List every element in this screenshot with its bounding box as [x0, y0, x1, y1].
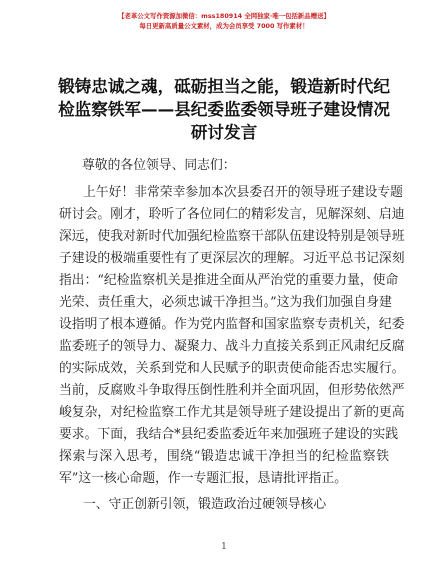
body-line: 探索与深入思考，围绕“锻造忠诚干净担当的纪检监察铁	[59, 449, 389, 464]
body-line: 峻复杂，对纪检监察工作尤其是领导班子建设提出了新的更高	[59, 405, 405, 420]
page-number: 1	[221, 542, 227, 552]
promo-banner-line-1: 【老革公文写作资源加微信：mss180914 全网独家·唯一包括新品赠送】	[118, 12, 330, 20]
section-heading: 一、守正创新引领，锻造政治过硬领导核心	[83, 497, 327, 512]
body-line: 的实际成效，关系到党和人民赋予的职责使命能否忠实履行。	[59, 361, 405, 376]
document-title-line-2: 检监察铁军——县纪委监委领导班子建设情况	[58, 100, 390, 119]
body-line: 深远，使我对新时代加强纪检监察干部队伍建设特别是领导班	[59, 229, 405, 244]
body-line: 监委班子的领导力、凝聚力、战斗力直接关系到正风肃纪反腐	[59, 339, 405, 354]
body-line: 指出：“纪检监察机关是推进全面从严治党的重要力量，使命	[59, 273, 399, 288]
salutation: 尊敬的各位领导、同志们：	[82, 158, 236, 173]
promo-banner-line-2: 每日更新高质量公文素材，成为会员享受 7000 写作素材！	[139, 22, 309, 30]
body-line: 光荣、责任重大，必须忠诚干净担当。”这为我们加强自身建	[59, 295, 392, 310]
body-line: 上午好！非常荣幸参加本次县委召开的领导班子建设专题	[83, 185, 403, 200]
body-line: 子建设的极端重要性有了更深层次的理解。习近平总书记深刻	[59, 251, 405, 266]
body-line: 要求。下面，我结合*县纪委监委近年来加强班子建设的实践	[59, 427, 399, 442]
document-title-line-1: 锻铸忠诚之魂，砥砺担当之能，锻造新时代纪	[58, 77, 390, 96]
body-line: 军”这一核心命题，作一专题汇报，恳请批评指正。	[59, 471, 348, 486]
body-line: 当前，反腐败斗争取得压倒性胜利并全面巩固，但形势依然严	[59, 383, 405, 398]
body-line: 研讨会。刚才，聆听了各位同仁的精彩发言，见解深刻、启迪	[59, 207, 405, 222]
body-line: 设指明了根本遵循。作为党内监督和国家监察专责机关，纪委	[59, 317, 405, 332]
document-title-line-3: 研讨发言	[190, 123, 258, 142]
